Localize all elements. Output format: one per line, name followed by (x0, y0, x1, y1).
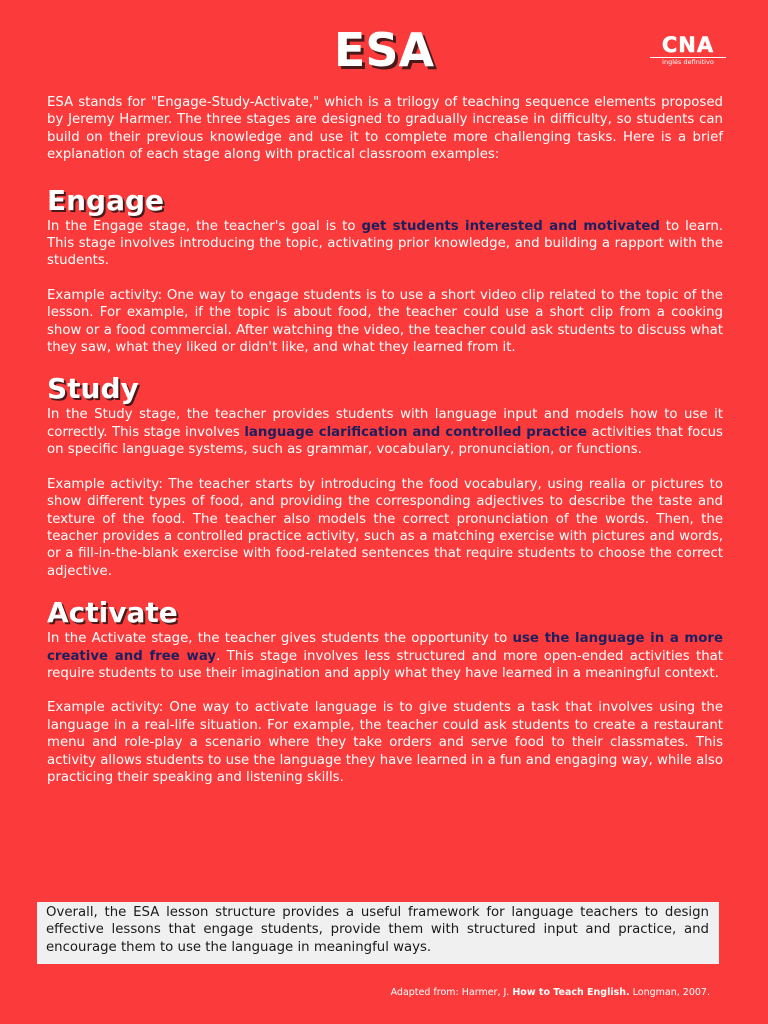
logo-mark: CNA (661, 33, 715, 57)
cna-logo (646, 34, 730, 66)
study-example: Example activity: The teacher starts by introducing the food vocabulary, using realia or pictures to show different types of food, and providing the corresponding adjectives to describe the taste and texture of the food. The teacher also models the correct pronunciation of the words. Then, the teacher provides a controlled practice activity, such as a matching exercise with pictures and words, or a fill-in-the-blank exercise with food-related sentences that require students to choose the correct adjective. (47, 476, 723, 579)
activate-description: In the Activate stage, the teacher gives students the opportunity to use the language in a more creative and free way. This stage involves less structured and more open-ended activities that require students to use their imagination and apply what they have learned in a meaningful context. (47, 631, 723, 681)
study-highlight: language clarification and controlled practice (244, 424, 588, 440)
logo-tagline: inglés definitivo (650, 57, 726, 66)
engage-description: In the Engage stage, the teacher's goal is to get students interested and motivated to learn. This stage involves introducing the topic, activating prior knowledge, and building a rapport with the students. (47, 218, 723, 269)
activate-heading: Activate (47, 596, 178, 630)
intro-paragraph: ESA stands for "Engage-Study-Activate," which is a trilogy of teaching sequence elements proposed by Jeremy Harmer. The three stages are designed to gradually increase in difficulty, so students can build on their previous knowledge and use it to complete more challenging tasks. Here is a brief explanation of each stage along with practical classroom examples: (47, 95, 723, 163)
engage-example: Example activity: One way to engage students is to use a short video clip related to the topic of the lesson. For example, if the topic is about food, the teacher could use a short clip from a cooking show or a food commercial. After watching the video, the teacher could ask students to discuss what they saw, what they liked or didn't like, and what they learned from it. (47, 287, 723, 356)
summary-box (37, 902, 719, 964)
study-heading: Study (47, 372, 139, 406)
summary-text: Overall, the ESA lesson structure provides a useful framework for language teachers to design effective lessons that engage students, provide them with structured input and practice, and encourage them to use the language in meaningful ways. (46, 905, 709, 955)
activate-example: Example activity: One way to activate language is to give students a task that involves using the language in a real-life situation. For example, the teacher could ask students to create a restaurant menu and role-play a scenario where they take orders and serve food to their classmates. This activity allows students to use the language they have learned in a fun and engaging way, while also practicing their speaking and listening skills. (47, 700, 723, 785)
main-content (47, 94, 723, 786)
citation-book: How to Teach English. (512, 987, 630, 998)
page-title: ESA (333, 23, 435, 77)
engage-highlight: get students interested and motivated (361, 218, 660, 234)
activate-highlight: use the language in a more creative and free way (47, 631, 723, 664)
study-description: In the Study stage, the teacher provides students with language input and models how to use it correctly. This stage involves language clarification and controlled practice activities that focus on specific language systems, such as grammar, vocabulary, pronunciation, or functions. (47, 407, 723, 458)
engage-heading: Engage (47, 183, 165, 217)
citation: Adapted from: Harmer, J. How to Teach English. Longman, 2007. (390, 987, 710, 998)
